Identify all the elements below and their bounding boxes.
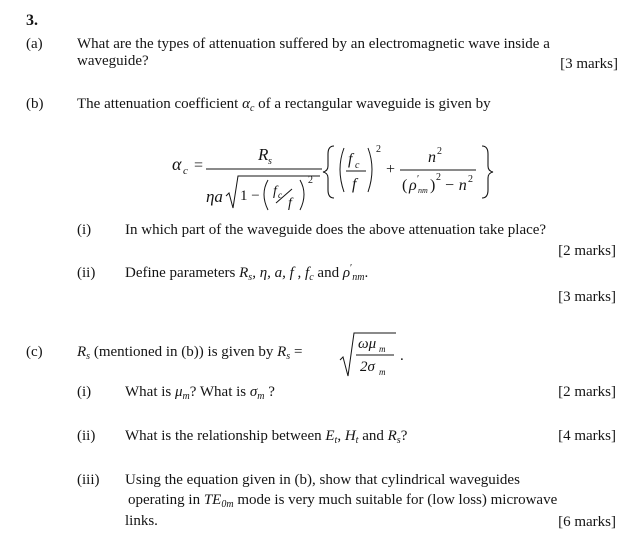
- eq-term2-lparen: (: [402, 177, 408, 194]
- part-c-rs-sub: s: [86, 351, 91, 362]
- eq-lhs-sub: c: [183, 165, 188, 177]
- part-c-i-marks: [2 marks]: [558, 384, 616, 400]
- eq-term2-rho-square: 2: [436, 172, 441, 183]
- part-c-ii-q: ?: [400, 428, 408, 444]
- part-c-text-middle: (mentioned in (b)) is given by: [93, 344, 274, 360]
- part-c-ii-r: R: [387, 428, 397, 444]
- part-c-ii-marks: [4 marks]: [558, 428, 616, 444]
- part-c-i-sigma-sub: m: [257, 391, 265, 402]
- eq-term2-rho: ρ: [409, 177, 417, 194]
- part-b-ii-rs: R: [239, 265, 249, 281]
- rs-omega-mu-sub: m: [379, 344, 386, 354]
- part-b-ii-rho-prime: ′: [350, 263, 353, 274]
- eq-plus: +: [386, 161, 396, 178]
- part-c-ii-and: and: [362, 428, 384, 444]
- part-b-ii-period: .: [364, 265, 369, 281]
- part-b-ii-rho-sub: nm: [352, 272, 365, 283]
- eq-term2-rparen: ): [430, 177, 436, 194]
- eq-left-brace: [323, 146, 334, 198]
- part-b-ii-params-rest: , η, a, f ,: [252, 265, 302, 281]
- part-b-ii-before: Define parameters: [125, 265, 236, 281]
- part-a-label: (a): [26, 36, 43, 52]
- part-c-iii-line2-before: operating in: [128, 492, 201, 508]
- eq-term2-minus-n: − n: [444, 177, 467, 194]
- rs-formula: [338, 330, 418, 380]
- part-c-ii-text1: What is the relationship between: [125, 428, 322, 444]
- eq-left-paren-inner: [264, 180, 268, 210]
- part-b-intro-before: The attenuation coefficient: [77, 96, 239, 112]
- part-b-intro: [77, 95, 491, 113]
- part-c-equals: =: [293, 344, 303, 360]
- part-c-iii-line3: links.: [125, 513, 158, 529]
- part-c-iii-line2-after: mode is very much suitable for (low loss) microwave: [237, 492, 558, 508]
- eq-equals: =: [194, 157, 204, 174]
- part-c-iii-line2: [128, 491, 557, 509]
- rs-two-sigma: 2σ: [360, 359, 375, 375]
- eq-term1-fc-sub: c: [355, 160, 360, 171]
- eq-term2-minus-n-square: 2: [468, 174, 473, 185]
- part-c-i-label: (i): [77, 384, 92, 400]
- part-c-i-text3: ?: [268, 384, 275, 400]
- eq-right-paren-term1: [368, 148, 372, 192]
- part-a-line2: waveguide?: [77, 53, 149, 69]
- part-c-ii-e: E: [325, 428, 335, 444]
- part-b-ii-fc-sub: c: [309, 272, 314, 283]
- eq-left-paren-term1: [340, 148, 344, 192]
- part-b-ii-label: (ii): [77, 265, 96, 281]
- part-b-i-marks: [2 marks]: [558, 243, 616, 259]
- part-c-i-mu-sub: m: [182, 391, 190, 402]
- part-c-iii-label: (iii): [77, 472, 100, 488]
- eq-term2-prime: ′: [417, 174, 420, 185]
- rs-two-sigma-sub: m: [379, 367, 386, 377]
- part-c-ii-text: [125, 427, 407, 445]
- part-b-ii-fc: f: [305, 265, 310, 281]
- part-c-ii-r-sub: s: [396, 435, 401, 446]
- part-c-ii-h-sub: t: [355, 435, 359, 446]
- eq-numerator: R: [258, 145, 269, 164]
- part-c-iii-te: TE: [203, 492, 222, 508]
- part-b-ii-text: [125, 264, 368, 282]
- part-c-rs2-sub: s: [286, 351, 291, 362]
- eq-lhs: α: [172, 154, 182, 174]
- part-b-i-label: (i): [77, 222, 92, 238]
- part-c-intro: [77, 343, 302, 361]
- eq-term2-rho-sub: nm: [418, 186, 428, 195]
- part-a-line1: What are the types of attenuation suffered by an electromagnetic wave inside a: [77, 36, 550, 52]
- part-c-label: (c): [26, 344, 43, 360]
- eq-term1-f: f: [352, 176, 357, 193]
- part-c-rs: R: [77, 344, 87, 360]
- eq-term2-n-square: 2: [437, 146, 442, 157]
- part-c-ii-e-sub: t: [334, 435, 338, 446]
- part-c-ii-h: H: [344, 428, 356, 444]
- eq-one-minus: 1 −: [240, 188, 260, 204]
- part-c-i-text2: ? What is: [189, 384, 247, 400]
- question-number: 3.: [26, 12, 38, 29]
- part-b-alpha-sub: c: [249, 103, 255, 114]
- part-b-ii-rs-sub: s: [248, 272, 253, 283]
- part-b-intro-after: of a rectangular waveguide is given by: [258, 96, 491, 112]
- eq-numerator-sub: s: [268, 156, 272, 167]
- part-b-ii-and: and: [317, 265, 340, 281]
- eq-term2-n: n: [428, 149, 436, 166]
- eq-inner-f: f: [288, 196, 292, 211]
- eq-inner-fc-sub: c: [278, 190, 282, 200]
- part-b-label: (b): [26, 96, 44, 112]
- part-c-rs2: R: [277, 344, 287, 360]
- part-b-ii-rho: ρ: [342, 265, 351, 281]
- part-a-marks: [3 marks]: [560, 56, 618, 72]
- eq-inner-square: 2: [308, 175, 313, 186]
- part-c-i-text: [125, 383, 275, 401]
- attenuation-equation: [160, 140, 500, 220]
- part-c-iii-marks: [6 marks]: [558, 514, 616, 530]
- part-c-ii-comma: ,: [337, 428, 342, 444]
- part-c-iii-line1: Using the equation given in (b), show that cylindrical waveguides: [125, 472, 520, 488]
- part-c-i-sigma: σ: [249, 384, 258, 400]
- eq-denominator-prefix: ηa: [206, 187, 223, 206]
- eq-term1-square: 2: [376, 144, 381, 155]
- rs-period: .: [400, 348, 404, 364]
- eq-inner-fc: f: [273, 184, 277, 199]
- part-c-iii-te-sub: 0m: [221, 499, 234, 510]
- part-c-i-mu: μ: [175, 384, 183, 400]
- eq-term1-fc: f: [348, 151, 353, 168]
- part-b-alpha: α: [242, 96, 250, 112]
- rs-omega-mu: ωμ: [358, 336, 377, 352]
- part-c-i-text1: What is: [125, 384, 172, 400]
- part-b-ii-marks: [3 marks]: [558, 289, 616, 305]
- eq-right-paren-inner: [300, 180, 304, 210]
- part-c-ii-label: (ii): [77, 428, 96, 444]
- part-b-i-text: In which part of the waveguide does the above attenuation take place?: [125, 222, 547, 238]
- eq-right-brace: [482, 146, 493, 198]
